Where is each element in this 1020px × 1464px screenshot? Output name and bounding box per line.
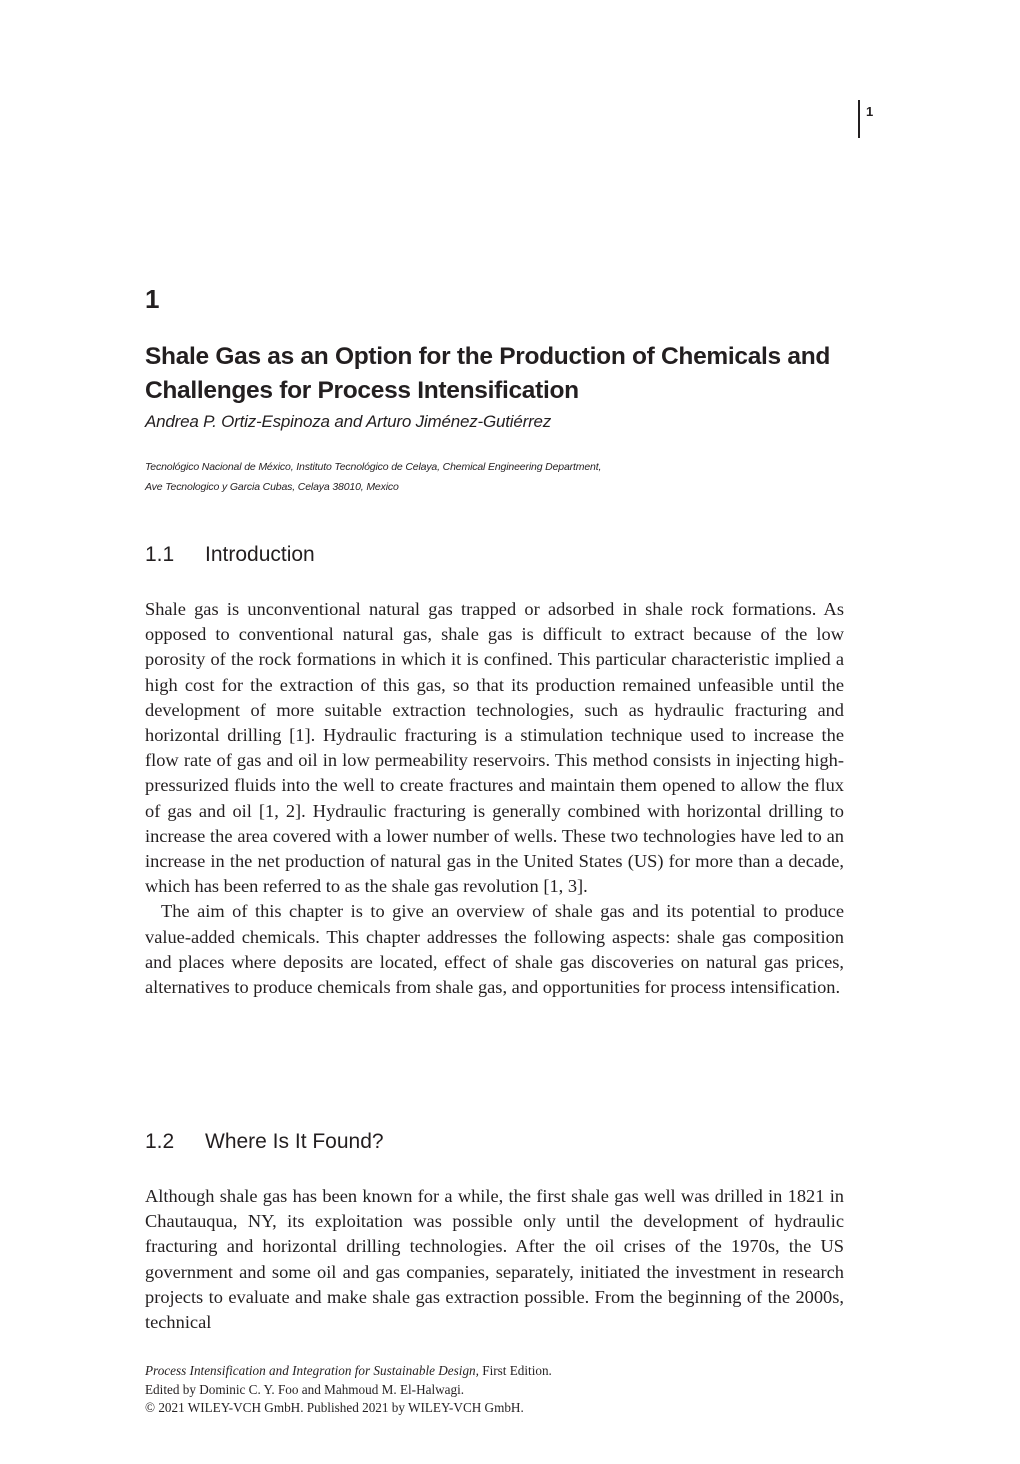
introduction-body	[145, 597, 844, 1000]
page-number-rule	[858, 100, 860, 138]
book-title: Process Intensification and Integration for Sustainable Design,	[145, 1363, 479, 1378]
where-found-body	[145, 1184, 844, 1335]
footer-copyright: © 2021 WILEY-VCH GmbH. Published 2021 by WILEY-VCH GmbH.	[145, 1400, 524, 1415]
chapter-authors: Andrea P. Ortiz-Espinoza and Arturo Jiménez-Gutiérrez	[145, 412, 552, 431]
affiliation-line: Tecnológico Nacional de México, Instituto Tecnológico de Celaya, Chemical Engineering Department,	[145, 461, 602, 473]
paragraph: Shale gas is unconventional natural gas trapped or adsorbed in shale rock formations. As opposed to conventional natural gas, shale gas is difficult to extract because of the low porosity of the rock formations in which it is confined. This particular characteristic implied a high cost for the extraction of this gas, so that its production remained unfeasible until the development of more suitable extraction technologies, such as hydraulic fracturing and horizontal drilling [1]. Hydraulic fracturing is a stimulation technique used to increase the flow rate of gas and oil in low permeability reservoirs. This method consists in injecting high-pressurized fluids into the well to create fractures and maintain them opened to allow the flux of gas and oil [1, 2]. Hydraulic fracturing is generally combined with horizontal drilling to increase the area covered with a lower number of wells. These two technologies have led to an increase in the net production of natural gas in the United States (US) for more than a decade, which has been referred to as the shale gas revolution [1, 3].	[145, 599, 844, 897]
section-number: 1.2	[145, 1130, 175, 1153]
section-heading-introduction	[145, 543, 315, 567]
paragraph: Although shale gas has been known for a while, the first shale gas well was drilled in 1821 in Chautauqua, NY, its exploitation was possible only until the development of hydraulic fracturing and horizontal drilling technologies. After the oil crises of the 1970s, the US government and some oil and gas companies, separately, initiated the investment in research projects to evaluate and make shale gas extraction possible. From the beginning of the 2000s, technical	[145, 1186, 844, 1333]
section-number: 1.1	[145, 543, 175, 566]
affiliation-line: Ave Tecnologico y Garcia Cubas, Celaya 38010, Mexico	[145, 481, 399, 493]
chapter-number: 1	[145, 284, 160, 314]
section-heading-where-is-it-found	[145, 1130, 384, 1154]
author-affiliation	[145, 457, 765, 497]
footer-title-line	[145, 1362, 745, 1381]
paragraph: The aim of this chapter is to give an overview of shale gas and its potential to produce value-added chemicals. This chapter addresses the following aspects: shale gas composition and places where deposits are located, effect of shale gas discoveries on natural gas prices, alternatives to produce chemicals from shale gas, and opportunities for process intensification.	[145, 901, 844, 998]
section-title: Where Is It Found?	[205, 1130, 384, 1153]
book-footer	[145, 1362, 745, 1418]
chapter-title: Shale Gas as an Option for the Production of Chemicals and Challenges for Process Intensification	[145, 343, 831, 404]
book-edition: First Edition.	[478, 1363, 552, 1378]
footer-editors: Edited by Dominic C. Y. Foo and Mahmoud M. El-Halwagi.	[145, 1381, 465, 1397]
page-number: 1	[866, 104, 874, 119]
section-title: Introduction	[205, 543, 315, 566]
